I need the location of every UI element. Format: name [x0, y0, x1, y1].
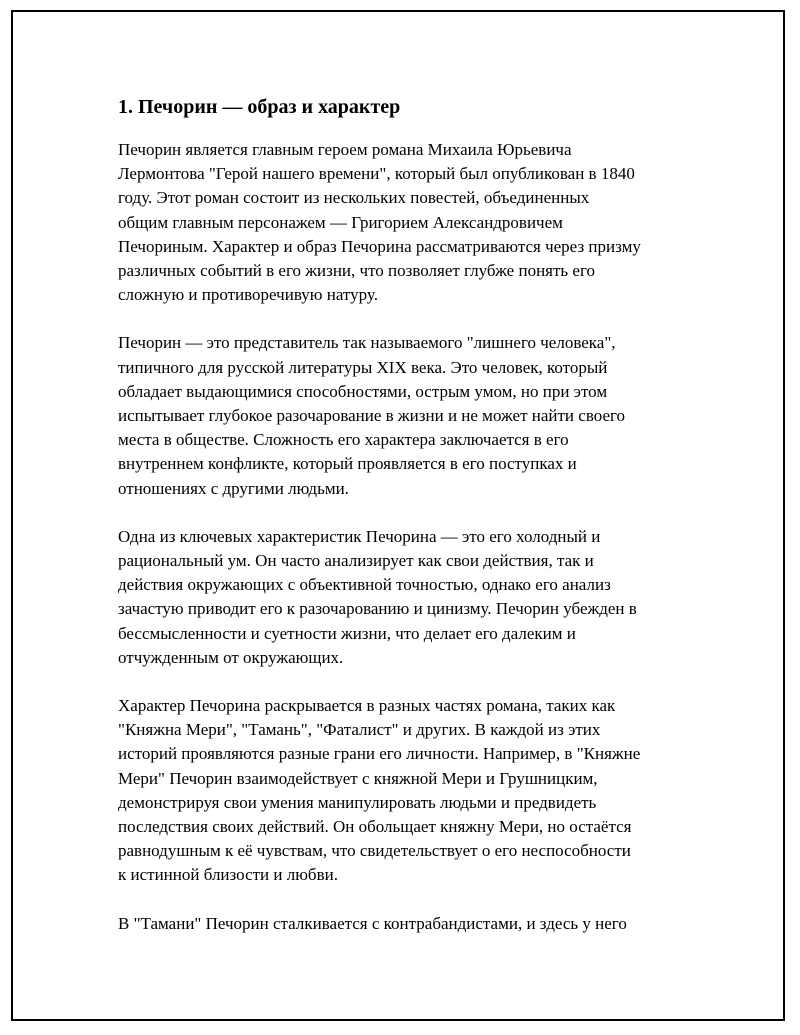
- text-line: Характер Печорина раскрывается в разных частях романа, таких как: [118, 696, 616, 716]
- text-line: демонстрируя свои умения манипулировать людьми и предвидеть: [118, 792, 597, 812]
- text-line: отношениях с другими людьми.: [118, 478, 349, 498]
- text-line: типичного для русской литературы XIX века. Это человек, который: [118, 357, 608, 377]
- text-line: рациональный ум. Он часто анализирует как свои действия, так и: [118, 551, 594, 571]
- text-line: различных событий в его жизни, что позволяет глубже понять его: [118, 261, 596, 281]
- text-line: к истинной близости и любви.: [118, 865, 338, 885]
- text-line: отчужденным от окружающих.: [118, 647, 344, 667]
- text-line: бессмысленности и суетности жизни, что делает его далеким и: [118, 623, 576, 643]
- text-line: общим главным персонажем — Григорием Александровичем: [118, 212, 563, 232]
- paragraph-3: [118, 525, 698, 670]
- text-line: действия окружающих с объективной точностью, однако его анализ: [118, 575, 611, 595]
- paragraph-5: [118, 912, 698, 936]
- text-line: Одна из ключевых характеристик Печорина — это его холодный и: [118, 526, 601, 546]
- paragraph-1: [118, 138, 698, 307]
- text-line: зачастую приводит его к разочарованию и цинизму. Печорин убежден в: [118, 599, 637, 619]
- document-body: [118, 92, 698, 960]
- text-line: равнодушным к её чувствам, что свидетельствует о его неспособности: [118, 841, 631, 861]
- text-line: Мери" Печорин взаимодействует с княжной Мери и Грушницким,: [118, 768, 598, 788]
- paragraph-4: [118, 694, 698, 888]
- text-line: Лермонтова "Герой нашего времени", который был опубликован в 1840: [118, 164, 635, 184]
- text-line: "Княжна Мери", "Тамань", "Фаталист" и других. В каждой из этих: [118, 720, 601, 740]
- text-line: сложную и противоречивую натуру.: [118, 285, 378, 305]
- section-heading: 1. Печорин — образ и характер: [118, 96, 401, 118]
- text-line: историй проявляются разные грани его личности. Например, в "Княжне: [118, 744, 641, 764]
- text-line: году. Этот роман состоит из нескольких повестей, объединенных: [118, 188, 590, 208]
- text-line: обладает выдающимися способностями, острым умом, но при этом: [118, 381, 608, 401]
- text-line: Печорин является главным героем романа Михаила Юрьевича: [118, 140, 572, 159]
- text-line: В "Тамани" Печорин сталкивается с контрабандистами, и здесь у него: [118, 913, 627, 933]
- text-line: Печориным. Характер и образ Печорина рассматриваются через призму: [118, 236, 641, 256]
- text-line: испытывает глубокое разочарование в жизни и не может найти своего: [118, 406, 626, 426]
- text-line: внутреннем конфликте, который проявляется в его поступках и: [118, 454, 577, 474]
- paragraph-2: [118, 331, 698, 500]
- text-line: места в обществе. Сложность его характера заключается в его: [118, 430, 569, 450]
- text-line: Печорин — это представитель так называемого "лишнего человека",: [118, 333, 616, 353]
- text-line: последствия своих действий. Он обольщает княжну Мери, но остаётся: [118, 817, 632, 837]
